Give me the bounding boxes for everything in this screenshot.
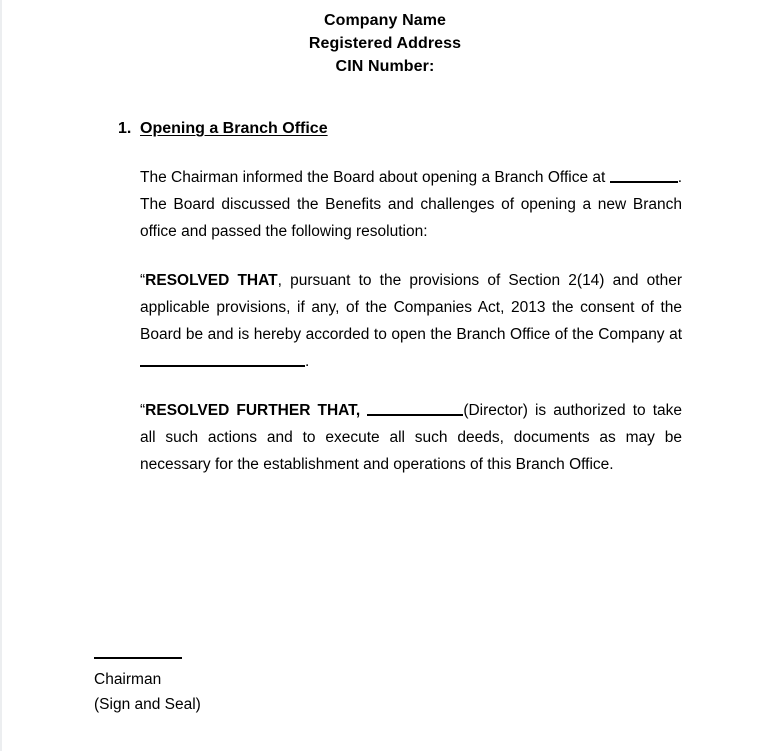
branch-location-blank — [610, 169, 678, 183]
signature-line — [94, 657, 182, 659]
resolution-2-text: (Director) is authorized to take all such actions and to execute all such deeds, documents as may be necessary for the establishment and operations of this Branch Office. — [140, 402, 682, 473]
signature-block — [94, 657, 201, 717]
cin-number: CIN Number: — [335, 58, 435, 75]
resolution-1-text: , pursuant to the provisions of Section 2(14) and other applicable provisions, if any, of the Companies Act, 2013 the consent of the Board be and is hereby accorded to open the Branch Office of the Company at — [140, 272, 682, 343]
quote-open-1: “ — [140, 272, 146, 289]
letterhead — [2, 0, 768, 78]
quote-open-2: “ — [140, 402, 146, 419]
intro-text-before-blank: The Chairman informed the Board about opening a Branch Office at — [140, 169, 606, 186]
resolution-paragraph-2 — [140, 397, 682, 478]
resolution-paragraph-1 — [140, 267, 682, 375]
director-name-blank — [367, 402, 463, 416]
document-body — [2, 164, 768, 478]
intro-paragraph — [140, 164, 682, 245]
resolved-further-that-label: RESOLVED FURTHER THAT, — [145, 402, 361, 419]
signatory-note: (Sign and Seal) — [94, 696, 201, 713]
resolved-that-label: RESOLVED THAT — [145, 272, 278, 289]
registered-address: Registered Address — [308, 35, 462, 52]
branch-office-address-blank — [140, 353, 305, 367]
section-number: 1. — [118, 120, 132, 137]
section-heading — [2, 118, 768, 140]
intro-text-after-blank: . The Board discussed the Benefits and challenges of opening a new Branch office and passed the following resolution: — [140, 169, 682, 240]
resolution-1-terminator: . — [305, 353, 310, 370]
company-name: Company Name — [323, 12, 447, 29]
signatory-title: Chairman — [94, 671, 162, 688]
section-title: Opening a Branch Office — [140, 120, 328, 137]
